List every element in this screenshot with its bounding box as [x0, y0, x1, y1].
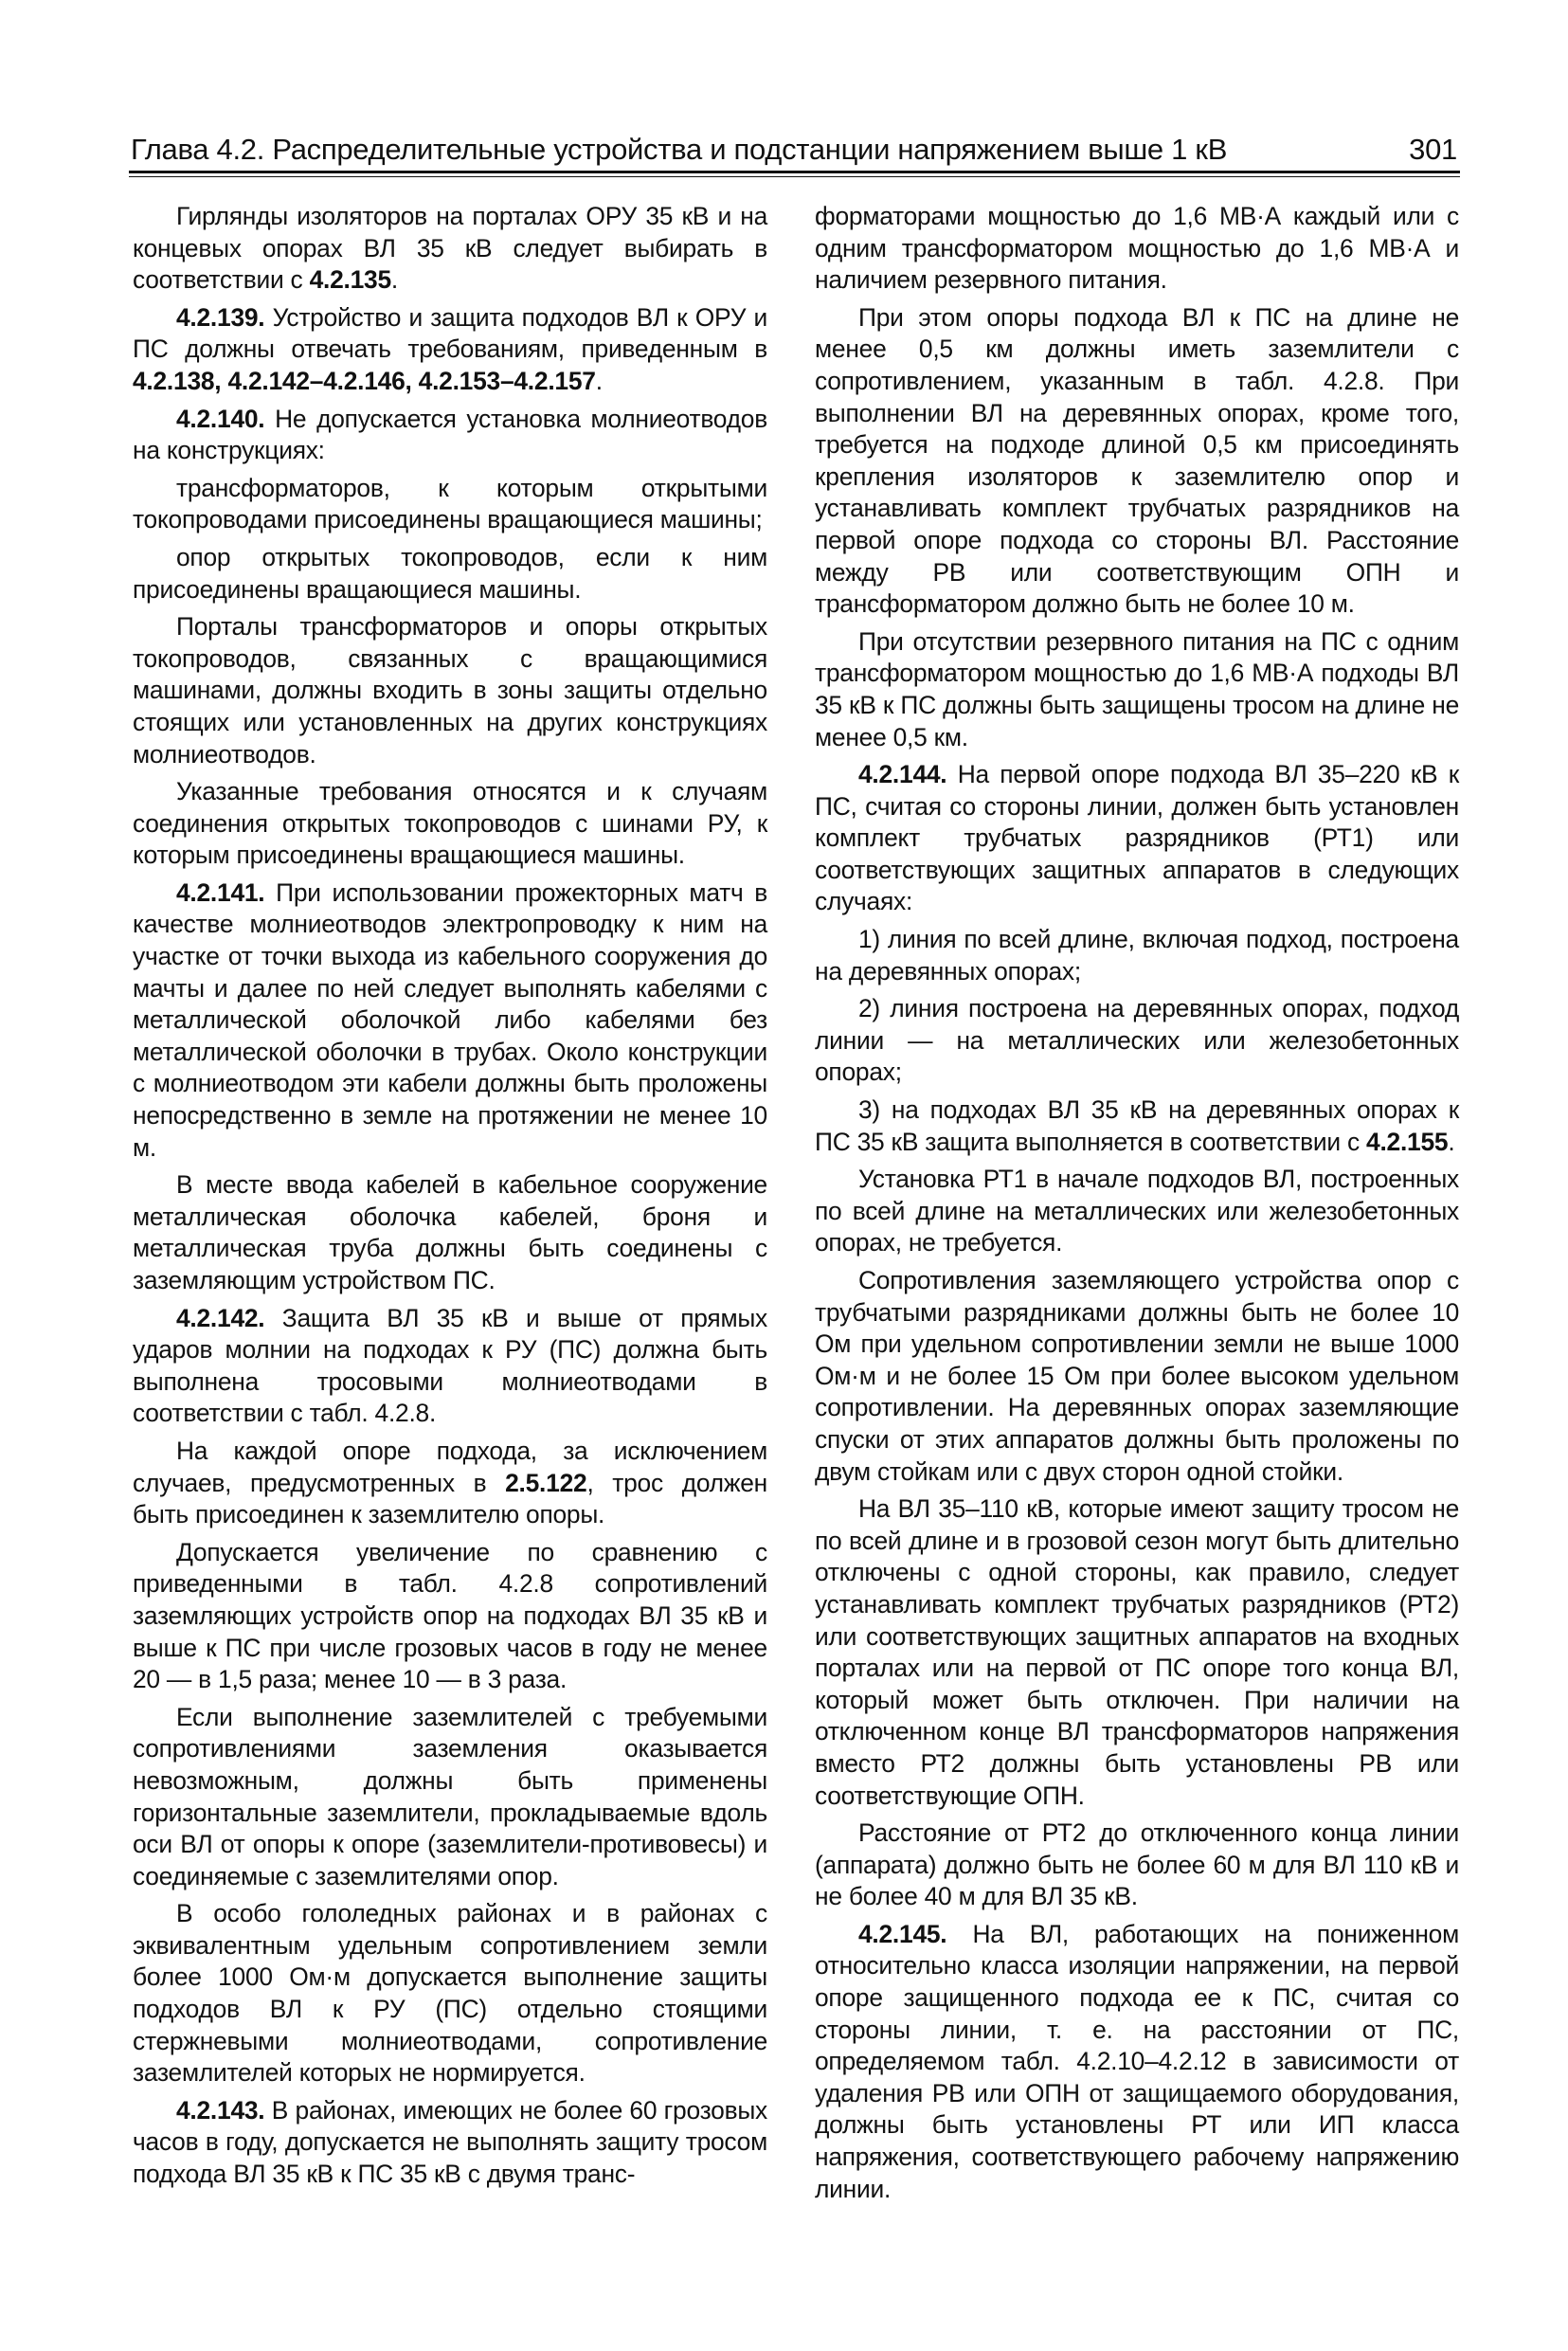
- paragraph: [815, 1164, 1459, 1259]
- paragraph-text: Указанные требования относятся и к случаям соединения открытых токопроводов с шинами РУ, к которым присоединены вращающиеся машины.: [133, 777, 767, 870]
- paragraph-text: Расстояние от РТ2 до отключенного конца линии (аппарата) должно быть не более 60 м для ВЛ 110 кВ и не более 40 м для ВЛ 35 кВ.: [815, 1818, 1459, 1911]
- paragraph: [815, 924, 1459, 987]
- paragraph: [815, 201, 1459, 297]
- clause-number: 4.2.140.: [176, 404, 265, 433]
- paragraph-text: Гирлянды изоляторов на порталах ОРУ 35 кВ и на концевых опорах ВЛ 35 кВ следует выбирать в соответствии с: [133, 202, 767, 295]
- paragraph: [815, 302, 1459, 621]
- paragraph-text: На ВЛ, работающих на пониженном относительно класса изоляции напряжении, на первой опоре защищенного подхода ее к ПС, считая со стороны линии, т. е. на расстоянии от ПС, определяемом табл. 4.2.10–4.2.12 в зависимости от удаления РВ или ОПН от защищаемого оборудования, должны быть установлены РТ или ИП класса напряжения, соответствующего рабочему напряжению линии.: [815, 1919, 1459, 2203]
- paragraph: [815, 993, 1459, 1089]
- paragraph: [133, 776, 767, 872]
- paragraph-tail: .: [595, 366, 603, 395]
- paragraph-text: Если выполнение заземлителей с требуемыми сопротивлениями заземления оказывается невозможным, должны быть применены горизонтальные заземлители, прокладываемые вдоль оси ВЛ от опоры к опоре (заземлители-противовесы) и соединяемые с заземлителями опор.: [133, 1702, 767, 1890]
- paragraph-text: Сопротивления заземляющего устройства опор с трубчатыми разрядниками должны быть не более 10 Ом при удельном сопротивлении земли не выше 1000 Ом·м и не более 15 Ом при более высоком удельном сопротивлении. На деревянных опорах заземляющие спуски от этих аппаратов должны быть проложены по двум стойкам или с двух сторон одной стойки.: [815, 1266, 1459, 1486]
- header-rule: [129, 171, 1460, 173]
- paragraph: [133, 201, 767, 297]
- clause-reference: 4.2.135: [309, 265, 391, 295]
- paragraph: [815, 1919, 1459, 2205]
- paragraph: [133, 542, 767, 606]
- paragraph-tail: .: [1448, 1127, 1455, 1156]
- paragraph-text: Защита ВЛ 35 кВ и выше от прямых ударов молнии на подходах к РУ (ПС) должна быть выполнена тросовыми молниеотводами в соответствии с табл. 4.2.8.: [133, 1303, 767, 1428]
- paragraph-text: На первой опоре подхода ВЛ 35–220 кВ к ПС, считая со стороны линии, должен быть установлен комплект трубчатых разрядников (РТ1) или соответствующих защитных аппаратов в следующих случаях:: [815, 760, 1459, 916]
- paragraph: [815, 1094, 1459, 1158]
- paragraph-text: При отсутствии резервного питания на ПС с одним трансформатором мощностью до 1,6 МВ·А подходы ВЛ 35 кВ к ПС должны быть защищены тросом на длине не менее 0,5 км.: [815, 626, 1459, 751]
- paragraph-text: опор открытых токопроводов, если к ним присоединены вращающиеся машины.: [133, 542, 767, 604]
- left-text-column: [133, 201, 767, 2197]
- clause-number: 4.2.142.: [176, 1303, 265, 1332]
- paragraph-text: При этом опоры подхода ВЛ к ПС на длине не менее 0,5 км должны иметь заземлители с сопротивлением, указанным в табл. 4.2.8. При выполнении ВЛ на деревянных опорах, кроме того, требуется на подходе длиной 0,5 км присоединять крепления изоляторов к заземлителю опор и устанавливать комплект трубчатых разрядников на первой опоре подхода со стороны ВЛ. Расстояние между РВ или соответствующим ОПН и трансформатором должно быть не более 10 м.: [815, 302, 1459, 619]
- clause-number: 4.2.141.: [176, 877, 265, 907]
- clause-reference: 4.2.155: [1366, 1127, 1449, 1156]
- clause-reference: 2.5.122: [505, 1468, 587, 1497]
- chapter-title: Глава 4.2. Распределительные устройства и подстанции напряжением выше 1 кВ: [131, 133, 1228, 166]
- paragraph-text: Порталы трансформаторов и опоры открытых токопроводов, связанных с вращающимися машинами, должны входить в зоны защиты отдельно стоящих или установленных на других конструкциях молниеотводов.: [133, 612, 767, 769]
- paragraph: [133, 877, 767, 1164]
- paragraph: [133, 473, 767, 536]
- paragraph: [133, 2095, 767, 2191]
- paragraph: [815, 626, 1459, 753]
- running-header: [131, 118, 1457, 167]
- paragraph: [815, 1265, 1459, 1488]
- paragraph-text: Установка РТ1 в начале подходов ВЛ, построенных по всей длине на металлических или железобетонных опорах, не требуется.: [815, 1165, 1459, 1257]
- clause-number: 4.2.139.: [176, 302, 265, 332]
- clause-reference: 4.2.138, 4.2.142–4.2.146, 4.2.153–4.2.157: [133, 366, 596, 395]
- paragraph-text: В особо гололедных районах и в районах с эквивалентным удельным сопротивлением земли более 1000 Ом·м допускается выполнение защиты подходов ВЛ к РУ (ПС) отдельно стоящими стержневыми молниеотводами, сопротивление заземлителей которых не нормируется.: [133, 1899, 767, 2088]
- paragraph: [133, 1303, 767, 1430]
- paragraph-text: В месте ввода кабелей в кабельное сооружение металлическая оболочка кабелей, броня и металлическая труба должны быть соединены с заземляющим устройством ПС.: [133, 1170, 767, 1294]
- paragraph: [133, 1537, 767, 1696]
- paragraph-tail: , трос должен быть присоединен к заземлителю опоры.: [133, 1468, 767, 1529]
- paragraph-text: В районах, имеющих не более 60 грозовых часов в году, допускается не выполнять защиту тросом подхода ВЛ 35 кВ к ПС 35 кВ с двумя транс-: [133, 2095, 767, 2189]
- paragraph-text: Допускается увеличение по сравнению с приведенными в табл. 4.2.8 сопротивлений заземляющих устройств опор на подходах ВЛ 35 кВ и выше к ПС при числе грозовых часов в году не менее 20 — в 1,5 раза; менее 10 — в 3 раза.: [133, 1537, 767, 1694]
- paragraph: [133, 1898, 767, 2089]
- paragraph-text: Устройство и защита подходов ВЛ к ОРУ и ПС должны отвечать требованиям, приведенным в: [133, 302, 767, 364]
- paragraph-text: При использовании прожекторных матч в качестве молниеотводов электропроводку к ним на участке от точки выхода из кабельного сооружения до мачты и далее по ней следует выполнять кабелями с металлической оболочкой либо кабелями без металлической оболочки в трубах. Около конструкции с молниеотводом эти кабели должны быть проложены непосредственно в земле на протяжении не менее 10 м.: [133, 877, 767, 1162]
- paragraph-text: форматорами мощностью до 1,6 МВ·А каждый или с одним трансформатором мощностью до 1,6 МВ·А и наличием резервного питания.: [815, 202, 1459, 295]
- clause-number: 4.2.145.: [858, 1919, 947, 1948]
- paragraph: [133, 1436, 767, 1531]
- paragraph-text: 2) линия построена на деревянных опорах, подход линии — на металлических или железобетонных опорах;: [815, 994, 1459, 1087]
- paragraph: [815, 1493, 1459, 1812]
- page-number: 301: [1409, 133, 1457, 166]
- paragraph-text: трансформаторов, к которым открытыми токопроводами присоединены вращающиеся машины;: [133, 473, 767, 534]
- paragraph-text: На ВЛ 35–110 кВ, которые имеют защиту тросом не по всей длине и в грозовой сезон могут быть длительно отключены с одной стороны, как правило, следует устанавливать комплект трубчатых разрядников (РТ2) или соответствующих защитных аппаратов на входных порталах или на первой от ПС опоре того конца ВЛ, который может быть отключен. При наличии на отключенном конце ВЛ трансформаторов напряжения вместо РТ2 должны быть установлены РВ или соответствующие ОПН.: [815, 1494, 1459, 1810]
- paragraph: [815, 1818, 1459, 1913]
- paragraph-text: 1) линия по всей длине, включая подход, построена на деревянных опорах;: [815, 925, 1459, 986]
- right-text-column: [815, 201, 1459, 2211]
- paragraph: [133, 1169, 767, 1296]
- paragraph: [815, 759, 1459, 918]
- clause-number: 4.2.143.: [176, 2095, 265, 2125]
- paragraph-text: Не допускается установка молниеотводов на конструкциях:: [133, 404, 767, 465]
- paragraph: [133, 1702, 767, 1893]
- header-rule-thin: [129, 176, 1460, 177]
- paragraph-tail: .: [390, 265, 398, 295]
- paragraph: [133, 404, 767, 467]
- paragraph-text: На каждой опоре подхода, за исключением случаев, предусмотренных в: [133, 1436, 767, 1497]
- clause-number: 4.2.144.: [858, 760, 947, 789]
- paragraph-text: 3) на подходах ВЛ 35 кВ на деревянных опорах к ПС 35 кВ защита выполняется в соответствии с: [815, 1095, 1459, 1156]
- paragraph: [133, 611, 767, 770]
- paragraph: [133, 302, 767, 398]
